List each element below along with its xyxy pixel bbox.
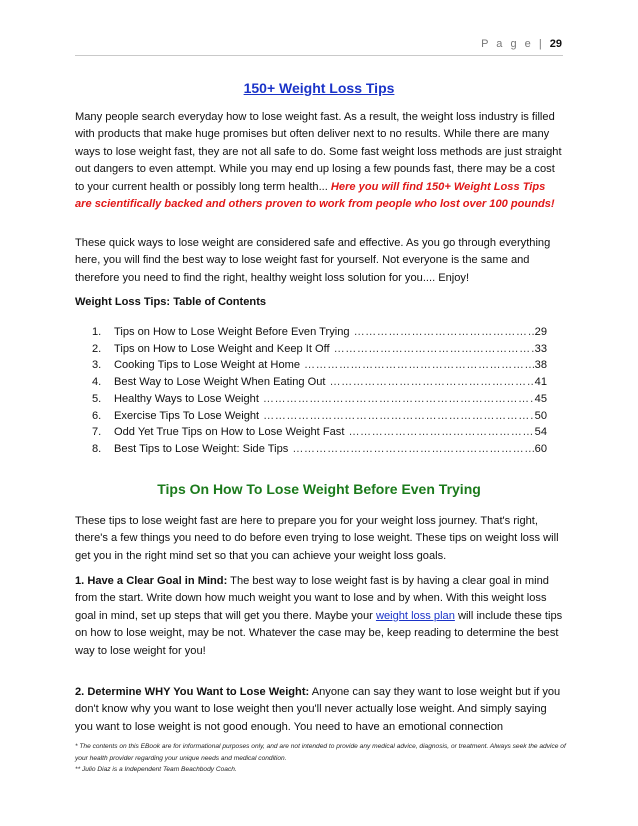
toc-heading: Weight Loss Tips: Table of Contents — [75, 296, 267, 308]
tip-1-text-end: will include these tips on how to lose weight, may be not. Whatever the case may be, keep reading to determine the best way to lose weight for you! — [75, 609, 563, 657]
page-title: 150+ Weight Loss Tips — [243, 80, 395, 96]
intro-text: Many people search everyday how to lose weight fast. As a result, the weight loss industry is filled with products that make huge promises but often deliver next to no results. While there are many ways to lose weight fast, they are not all safe to do. Some fast weight loss methods are just straight out dangers to even attempt. While you may end up losing a few pounds fast, there may be a cost to your current health or possibly long term health... — [75, 111, 562, 193]
toc-leader-dots — [354, 324, 534, 341]
toc-item-title: Odd Yet True Tips on How to Lose Weight Fast — [114, 426, 345, 439]
toc-item-number: 6. — [92, 409, 102, 422]
section-heading: Tips On How To Lose Weight Before Even Trying — [157, 481, 481, 497]
tip-1 — [75, 573, 563, 660]
toc-item[interactable] — [92, 324, 547, 341]
tip-1-label: 1. Have a Clear Goal in Mind: — [75, 575, 228, 587]
page-header — [481, 38, 562, 50]
toc-item-title: Exercise Tips To Lose Weight — [114, 409, 260, 422]
toc-leader-dots — [263, 391, 534, 408]
page-label: P a g e — [481, 38, 534, 50]
toc-item-number: 7. — [92, 426, 102, 439]
toc-item-number: 3. — [92, 359, 102, 372]
toc-item-number: 1. — [92, 326, 102, 338]
weight-loss-plan-link[interactable]: weight loss plan — [375, 609, 455, 622]
toc-item-number: 5. — [92, 392, 102, 405]
toc-leader-dots — [304, 357, 534, 374]
toc-leader-dots — [292, 441, 533, 458]
toc-item-number: 8. — [92, 442, 102, 455]
intro-highlight: Here you will find 150+ Weight Loss Tips are scientifically backed and others proven to work from people who lost over 100 pounds! — [75, 180, 555, 211]
toc-item[interactable] — [92, 441, 547, 458]
header-rule — [75, 55, 563, 56]
intro-paragraph — [75, 109, 563, 213]
table-of-contents — [92, 324, 547, 458]
toc-item-title: Best Way to Lose Weight When Eating Out — [114, 376, 326, 389]
toc-item-title: Best Tips to Lose Weight: Side Tips — [114, 442, 289, 455]
toc-item-page: 60 — [534, 442, 547, 455]
toc-item-number: 2. — [92, 342, 102, 355]
section-intro — [75, 513, 563, 565]
toc-item[interactable] — [92, 357, 547, 374]
toc-item-title: Healthy Ways to Lose Weight — [114, 392, 259, 405]
toc-item[interactable] — [92, 341, 547, 358]
toc-item-page: 38 — [534, 359, 547, 372]
toc-leader-dots — [263, 408, 534, 425]
toc-item-page: 50 — [534, 409, 547, 422]
tip-2 — [75, 684, 563, 736]
toc-item[interactable] — [92, 424, 547, 441]
toc-leader-dots — [334, 341, 534, 358]
toc-item-page: 29 — [534, 326, 547, 338]
header-separator: | — [538, 38, 545, 50]
footer-note-2: ** Julio Diaz is a Independent Team Beachbody Coach. — [75, 766, 237, 773]
toc-item[interactable] — [92, 391, 547, 408]
footer-disclaimer — [75, 741, 575, 776]
toc-item-page: 45 — [534, 392, 547, 405]
tip-2-text: Anyone can say they want to lose weight but if you don't know why you want to lose weight then you'll never actually lose weight. And simply saying you want to lose weight is not good enough. You need to have an emotional connection — [75, 686, 561, 733]
footer-note-1: * The contents on this EBook are for informational purposes only, and are not intended to provide any medical advice, diagnosis, or treatment. Always seek the advice of your health provider regarding your unique needs and medical condition. — [75, 743, 566, 762]
toc-item-page: 41 — [534, 376, 547, 389]
toc-item-title: Cooking Tips to Lose Weight at Home — [114, 359, 301, 372]
toc-item[interactable] — [92, 374, 547, 391]
tip-2-label: 2. Determine WHY You Want to Lose Weight: — [75, 686, 310, 698]
intro2-text: These quick ways to lose weight are considered safe and effective. As you go through everything here, you will find the best way to lose weight fast for yourself. Not everyone is the same and therefore you need to find the right, healthy weight loss solution for you.... Enjoy! — [75, 237, 551, 284]
toc-item-page: 54 — [534, 426, 547, 439]
toc-item-title: Tips on How to Lose Weight Before Even Trying — [114, 326, 350, 338]
toc-item-page: 33 — [534, 342, 547, 355]
toc-leader-dots — [348, 424, 533, 441]
toc-item[interactable] — [92, 408, 547, 425]
page-number: 29 — [549, 38, 562, 50]
toc-leader-dots — [330, 374, 534, 391]
tip-1-text: The best way to lose weight fast is by having a clear goal in mind from the start. Write down how much weight you want to lose and by when. With this weight loss goal in mind, set up steps that will get you there. Maybe your — [75, 575, 549, 622]
toc-item-number: 4. — [92, 376, 102, 389]
intro-paragraph-2 — [75, 235, 563, 287]
toc-item-title: Tips on How to Lose Weight and Keep It Off — [114, 342, 330, 355]
section-intro-text: These tips to lose weight fast are here to prepare you for your weight loss journey. That's right, there's a few things you need to do before even trying to lose weight. These tips on weight loss will get you in the right mind set so that you can achieve your weight loss goals. — [75, 515, 559, 562]
